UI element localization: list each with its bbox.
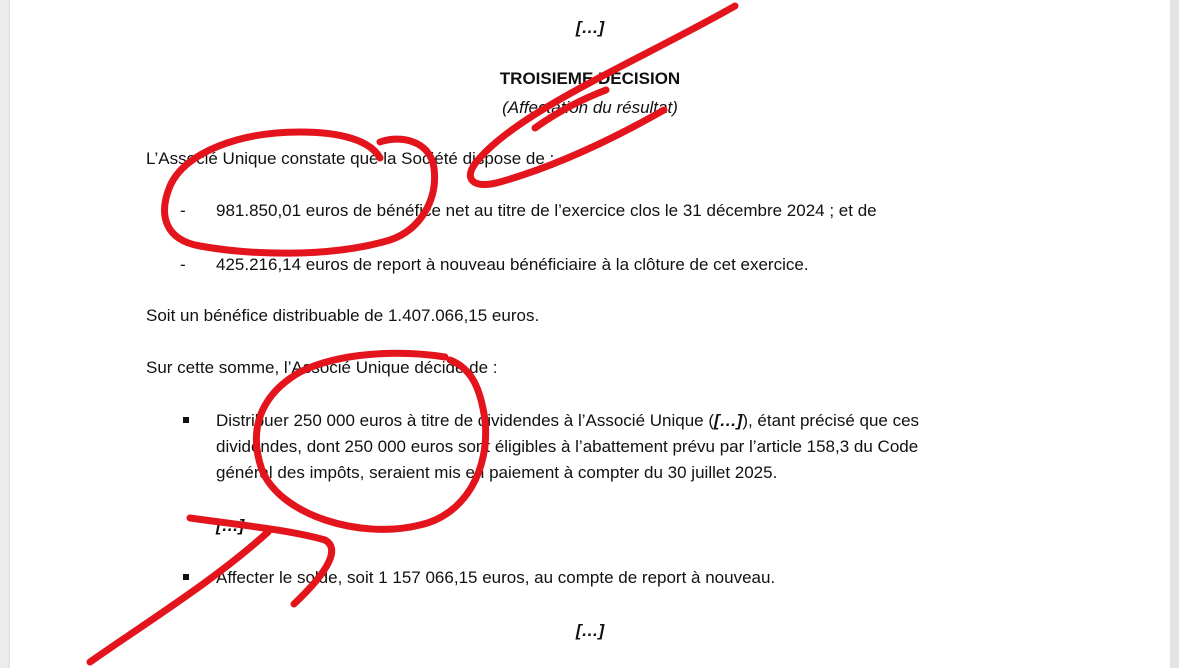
intro-paragraph: L’Associé Unique constate que la Société dispose de : [146, 149, 555, 168]
square-bullet [183, 417, 189, 423]
bullet-item-carryforward: 425.216,14 euros de report à nouveau bénéficiaire à la clôture de cet exercice. [216, 255, 809, 274]
decision-intro: Sur cette somme, l’Associé Unique décide de : [146, 358, 498, 377]
square-bullet [183, 574, 189, 580]
page-edge [1170, 0, 1179, 668]
ellipsis-top: […] [575, 18, 605, 37]
decision-allocate-balance: Affecter le solde, soit 1 157 066,15 euros, au compte de report à nouveau. [216, 568, 776, 587]
distribute-suffix: ), étant précisé que ces [742, 411, 920, 430]
ellipsis-bottom: […] [575, 621, 605, 640]
decision-distribute-line2: dividendes, dont 250 000 euros sont éligibles à l’abattement prévu par l’article 158,3 du Code [216, 437, 919, 456]
bullet-dash: - [180, 201, 186, 220]
decision-distribute-line3: général des impôts, seraient mis en paiement à compter du 30 juillet 2025. [216, 463, 778, 482]
decision-distribute-line1 [216, 410, 919, 432]
decision-subtitle: (Affectation du résultat) [502, 98, 678, 117]
shareholder-placeholder: […] [714, 411, 743, 430]
bullet-dash: - [180, 255, 186, 274]
bullet-item-profit: 981.850,01 euros de bénéfice net au titre de l’exercice clos le 31 décembre 2024 ; et de [216, 201, 877, 220]
distributable-paragraph: Soit un bénéfice distribuable de 1.407.066,15 euros. [146, 306, 540, 325]
decision-title: TROISIEME DECISION [499, 69, 681, 88]
ellipsis-middle: […] [216, 516, 245, 535]
distribute-prefix: Distribuer 250 000 euros à titre de dividendes à l’Associé Unique ( [216, 411, 714, 430]
